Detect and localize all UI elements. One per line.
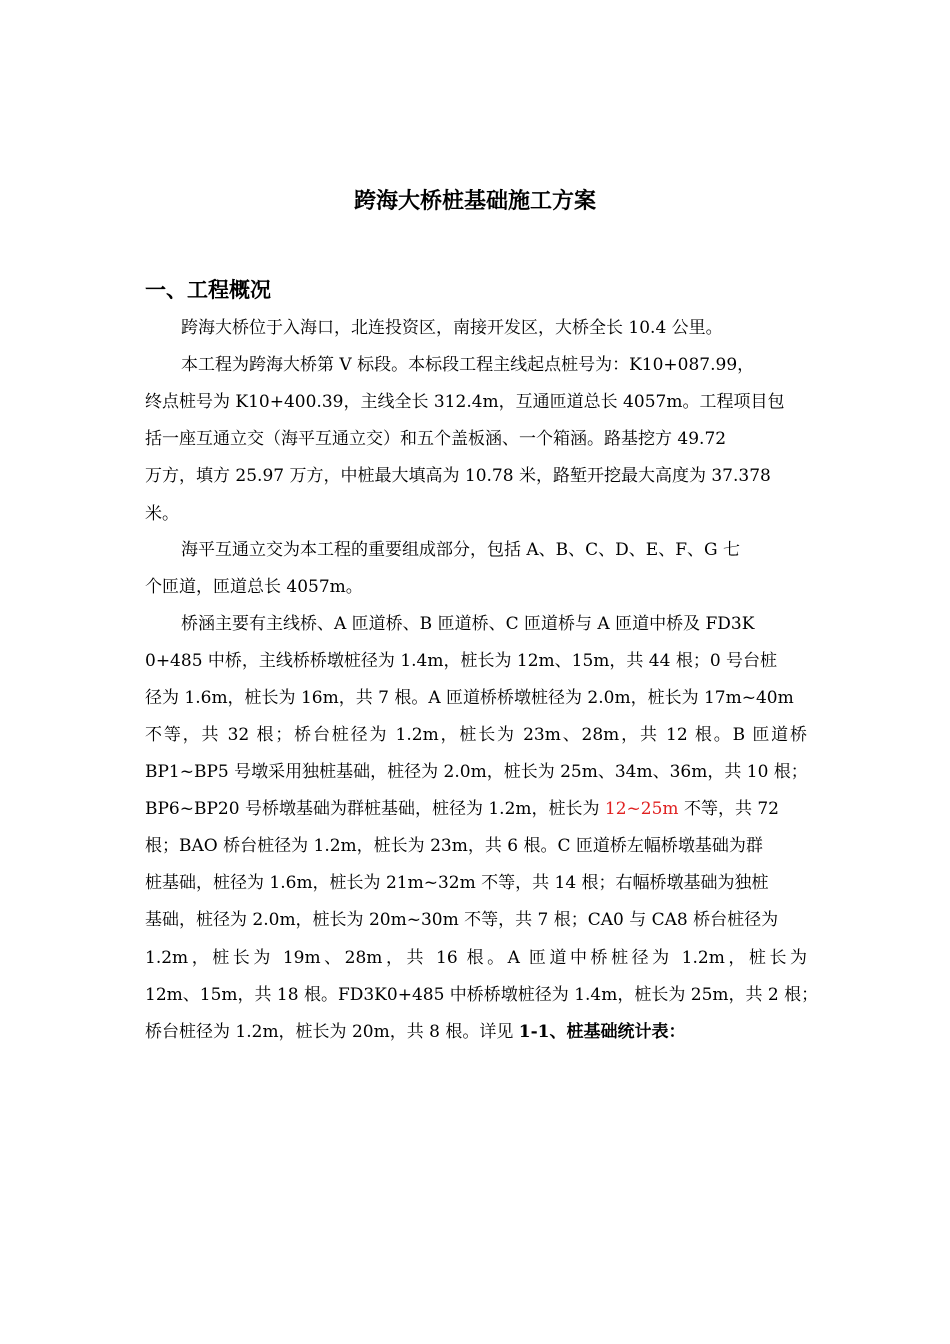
paragraph-4-line-11: 12m、15m，共 18 根。FD3K0+485 中桥桥墩桩径为 1.4m，桩长为 25m，共 2 根； xyxy=(145,985,819,1005)
paragraph-4-line-2: 0+485 中桥，主线桥桥墩桩径为 1.4m，桩长为 12m、15m，共 44 根；0 号台桩 xyxy=(145,651,778,671)
paragraph-4-line-4: 不等，共 32 根；桥台桩径为 1.2m，桩长为 23m、28m，共 12 根。B 匝道桥 xyxy=(145,725,807,745)
paragraph-4-line-5: BP1~BP5 号墩采用独桩基础，桩径为 2.0m，桩长为 25m、34m、36m，共 10 根； xyxy=(145,762,808,782)
paragraph-4-line-7: 根；BAO 桥台桩径为 1.2m，桩长为 23m，共 6 根。C 匝道桥左幅桥墩基础为群 xyxy=(145,836,763,856)
line-6-text-before: BP6~BP20 号桥墩基础为群桩基础，桩径为 1.2m，桩长为 xyxy=(145,799,605,819)
table-reference: 1-1、桩基础统计表： xyxy=(518,1022,686,1042)
paragraph-3-line-2: 个匝道，匝道总长 4057m。 xyxy=(145,577,363,597)
section-heading: 一、工程概况 xyxy=(145,277,271,302)
paragraph-2-line-2: 终点桩号为 K10+400.39，主线全长 312.4m，互通匝道总长 4057m。工程项目包 xyxy=(145,392,785,412)
paragraph-4-line-3: 径为 1.6m，桩长为 16m，共 7 根。A 匝道桥桥墩桩径为 2.0m，桩长为 17m~40m xyxy=(145,688,794,708)
paragraph-2-line-3: 括一座互通立交（海平互通立交）和五个盖板涵、一个箱涵。路基挖方 49.72 xyxy=(145,429,727,449)
paragraph-4-line-10: 1.2m，桩长为 19m、28m，共 16 根。A 匝道中桥桩径为 1.2m，桩长为 xyxy=(145,948,807,968)
paragraph-2-line-4: 万方，填方 25.97 万方，中桩最大填高为 10.78 米，路堑开挖最大高度为 37.378 xyxy=(145,466,771,486)
paragraph-4-line-9: 基础，桩径为 2.0m，桩长为 20m~30m 不等，共 7 根；CA0 与 CA8 桥台桩径为 xyxy=(145,910,779,930)
line-12-text-before: 桥台桩径为 1.2m，桩长为 20m，共 8 根。详见 xyxy=(145,1022,519,1042)
paragraph-1-line-1: 跨海大桥位于入海口，北连投资区，南接开发区，大桥全长 10.4 公里。 xyxy=(181,318,723,338)
line-6-text-after: 不等，共 72 xyxy=(678,799,780,819)
paragraph-4-line-6 xyxy=(145,795,779,823)
paragraph-4-line-8: 桩基础，桩径为 1.6m，桩长为 21m~32m 不等，共 14 根；右幅桥墩基础为独桩 xyxy=(145,873,769,893)
paragraph-2-line-1: 本工程为跨海大桥第 V 标段。本标段工程主线起点桩号为：K10+087.99， xyxy=(181,355,755,375)
highlighted-pile-length: 12~25m xyxy=(604,799,679,819)
document-title: 跨海大桥桩基础施工方案 xyxy=(353,188,596,214)
paragraph-4-line-12 xyxy=(145,1018,685,1046)
paragraph-2-line-5: 米。 xyxy=(145,504,179,524)
paragraph-3-line-1: 海平互通立交为本工程的重要组成部分，包括 A、B、C、D、E、F、G 七 xyxy=(181,540,740,560)
paragraph-4-line-1: 桥涵主要有主线桥、A 匝道桥、B 匝道桥、C 匝道桥与 A 匝道中桥及 FD3K xyxy=(181,614,755,634)
